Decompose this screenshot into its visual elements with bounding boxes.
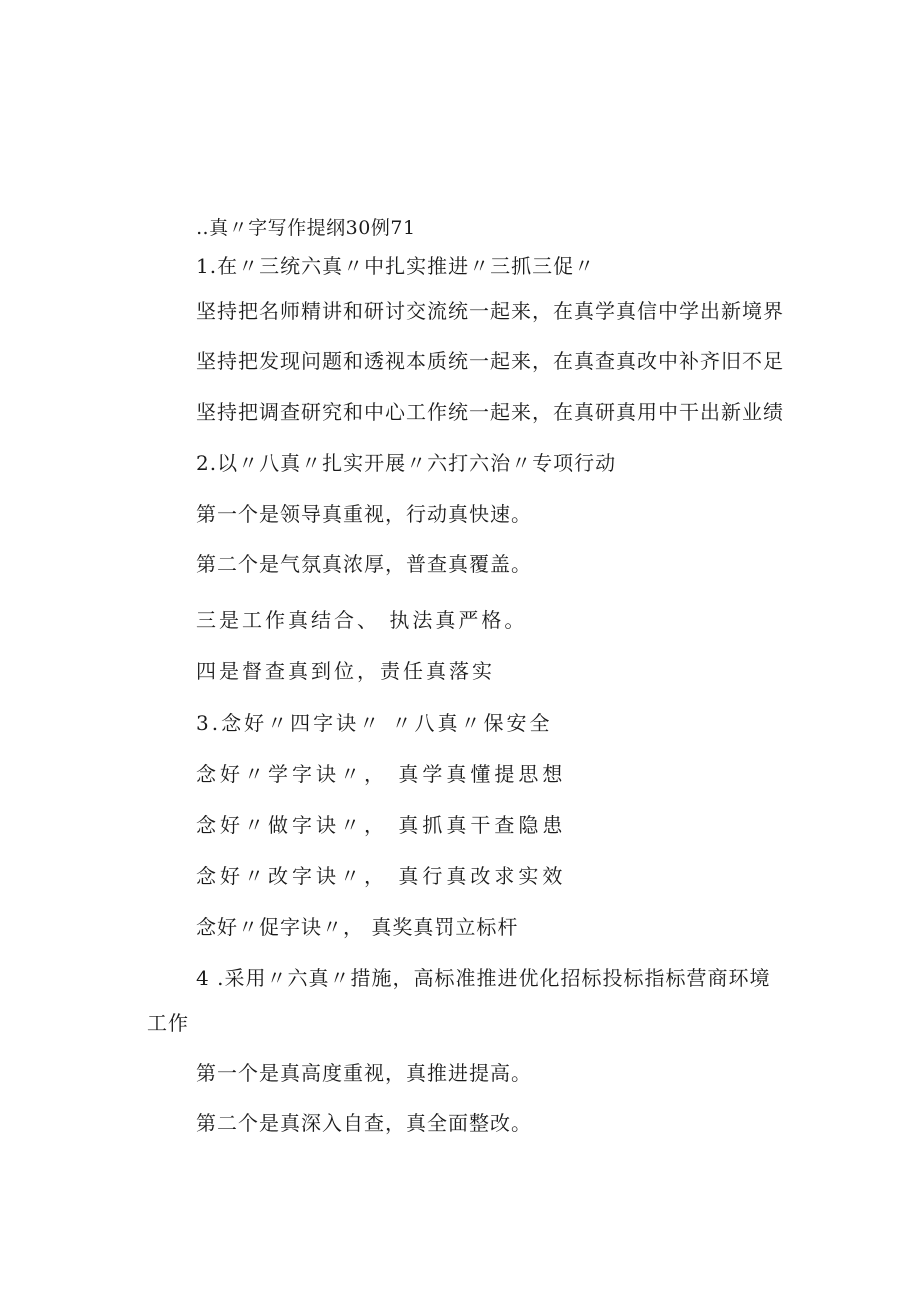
paragraph-line: 念好〃学字诀〃， 真学真懂提思想	[196, 762, 567, 786]
paragraph-line: 念好〃促字诀〃， 真奖真罚立标杆	[196, 915, 519, 939]
paragraph-line: 四是督查真到位，责任真落实	[196, 659, 495, 683]
paragraph-line: 三是工作真结合、 执法真严格。	[196, 608, 528, 632]
paragraph-line: 第二个是气氛真浓厚，普查真覆盖。	[196, 552, 532, 576]
paragraph-line: 坚持把发现问题和透视本质统一起来，在真查真改中补齐旧不足	[196, 349, 784, 373]
heading-2: 2.以〃八真〃扎实开展〃六打六治〃专项行动	[196, 451, 617, 475]
document-title: ‥真〃字写作提纲30例71	[196, 217, 416, 239]
heading-3: 3.念好〃四字诀〃 〃八真〃保安全	[196, 711, 553, 735]
paragraph-line: 第一个是真高度重视，真推进提高。	[196, 1061, 532, 1085]
paragraph-line: 坚持把名师精讲和研讨交流统一起来，在真学真信中学出新境界	[196, 299, 784, 323]
paragraph-line: 坚持把调查研究和中心工作统一起来，在真研真用中干出新业绩	[196, 400, 784, 424]
paragraph-line: 念好〃做字诀〃， 真抓真干查隐患	[196, 813, 567, 837]
paragraph-line: 第二个是真深入自查，真全面整改。	[196, 1111, 532, 1135]
paragraph-line: 念好〃改字诀〃， 真行真改求实效	[196, 864, 567, 888]
heading-1: 1.在〃三统六真〃中扎实推进〃三抓三促〃	[196, 254, 596, 278]
heading-4-continuation: 工作	[147, 1011, 189, 1035]
heading-4: 4 .采用〃六真〃措施，高标准推进优化招标投标指标营商环境	[196, 966, 771, 990]
paragraph-line: 第一个是领导真重视，行动真快速。	[196, 502, 532, 526]
